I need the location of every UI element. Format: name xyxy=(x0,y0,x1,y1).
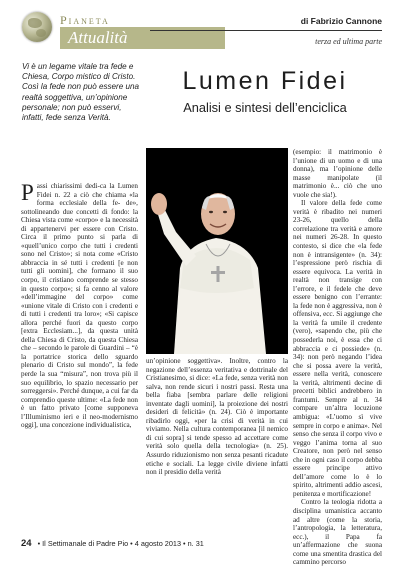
header-divider xyxy=(150,30,382,31)
rubric-bottom-label: Attualità xyxy=(68,28,128,47)
col2-text: un’opinione soggettiva». Inoltre, contro la negazione dell’essenza veritativa e dottrinale del Cristianesimo, si dice: «La fede, senza verità non salva, non rende sicuri i nostri passi. Resta una bella fiaba [sembra parlare delle religioni inventate dagli uomini], la proiezione dei nostri desideri di felicità» (n. 24). Ciò è importante ribadirlo oggi, «per la crisi di verità in cui viviamo. Nella cultura contemporanea [il nemico di cui sopra] si tende spesso ad accettare come verità solo quella della tecnologia» (n. 25). Assurdo riduzionismo non senza pesanti ricadute etiche e sociali. La legge civile diviene infatti non il presidio della verità xyxy=(146,357,288,477)
photo-corner xyxy=(146,336,162,354)
article-subtitle: Analisi e sintesi dell’enciclica xyxy=(183,100,347,115)
article-title: Lumen Fidei xyxy=(182,67,348,95)
footer-text: • Il Settimanale di Padre Pio • 4 agosto 2013 • n. 31 xyxy=(37,539,204,548)
body-column-2 xyxy=(146,357,288,477)
col3-paragraph-1: (esempio: il matrimonio è l’unione di un uomo e di una donna), ma l’opinione delle masse manipolate (il matrimonio è... ciò che uno vuole che sia!). xyxy=(293,148,382,199)
pope-photo xyxy=(146,148,288,354)
body-column-1 xyxy=(21,182,138,430)
col3-paragraph-2: Il valore della fede come verità è ribadito nei numeri 23-26, quello della correlazione tra verità e amore nei numeri 26-28. In questo contesto, si dice che «la fede non è intransigente» (n. 34): l’espressione però rischia di essere equivoca. La verità in realtà non transige con l’errore, e il fedele che deve essere benigno con l’errante: la fede non è aggressiva, non è offensiva, ecc. Si aggiunge che la verità fa umile il credente (vero), «sapendo che, più che possederla noi, è essa che ci abbraccia e ci possiede» (n. 34): non però negando l’idea che si possa avere la verità, essere nella verità, conoscere la verità, altrimenti decine di precetti biblici andrebbero in frantumi. Sempre al n. 34 compare un’altra locuzione ambigua: «L’uomo sì vive sempre in corpo e anima». Nel senso che senza il corpo vivo e veggo l’anima torna al suo Creatore, non però nel senso che in ogni caso il corpo debba essere principe attivo dell’amore come lo è lo spirito, altrimenti addio ascesi, penitenza e mortificazione! xyxy=(293,199,382,498)
author-byline: di Fabrizio Cannone xyxy=(300,16,382,26)
col3-paragraph-3: Contro la teologia ridotta a disciplina umanistica accanto ad altre (come la storia, l’antropologia, la letteratura, ecc.), il Papa fa un’affermazione che suona come una smentita drastica del cammino percorso xyxy=(293,498,382,567)
page-number: 24 xyxy=(21,538,32,549)
intro-abstract: Vi è un legame vitale tra fede e Chiesa, Corpo mistico di Cristo. Così la fede non può essere una realtà soggettiva, un’opinione personale; non può esservi, infatti, fede senza Verità. xyxy=(22,62,139,123)
rubric-top-label: Pianeta xyxy=(60,13,110,27)
page-footer xyxy=(21,538,382,549)
series-note: terza ed ultima parte xyxy=(315,37,382,46)
globe-icon xyxy=(22,12,52,42)
col1-text: de», sottolineando due concetti di fondo: la Chiesa vista come «corpo» e la necessità di appartenervi per essere con Cristo. Circa il primo punto si parla di «quell’unico corpo che tutti i credenti sono nel Cristo»; si nota come «Cristo abbraccia in sé tutti i credenti [e non tutti gli uomini], che formano il suo corpo, il cristiano comprende se stesso in questo corpo»; si fa cenno al valore «dell’immagine del corpo» come «unione vitale di Cristo con i credenti e di tutti i credenti tra loro»; «Si capisce allora perché fuori da questo corpo [extra Ecclesiam...], da questa unità della Chiesa di Cristo, da questa Chiesa che – secondo le parole di Guardini – “è la portatrice storica dello sguardo plenario di Cristo sul mondo”, la fede perde la sua “misura”, non trova più il suo equilibrio, lo spazio necessario per sorreggersi». Perché dunque, a cui far da comprendio queste ultime: «La fede non è un fatto privato [come supponeva l’Illuminismo ieri e il neo-modernismo oggi], una concezione individualistica, xyxy=(21,199,138,430)
col1-opening-text: assi chiarissimi dedi-ca la Lumen Fidei n. 22 a ciò che chiama «la forma ecclesiale della fe- xyxy=(36,182,138,208)
body-column-3 xyxy=(293,148,382,567)
drop-cap: P xyxy=(21,180,34,205)
